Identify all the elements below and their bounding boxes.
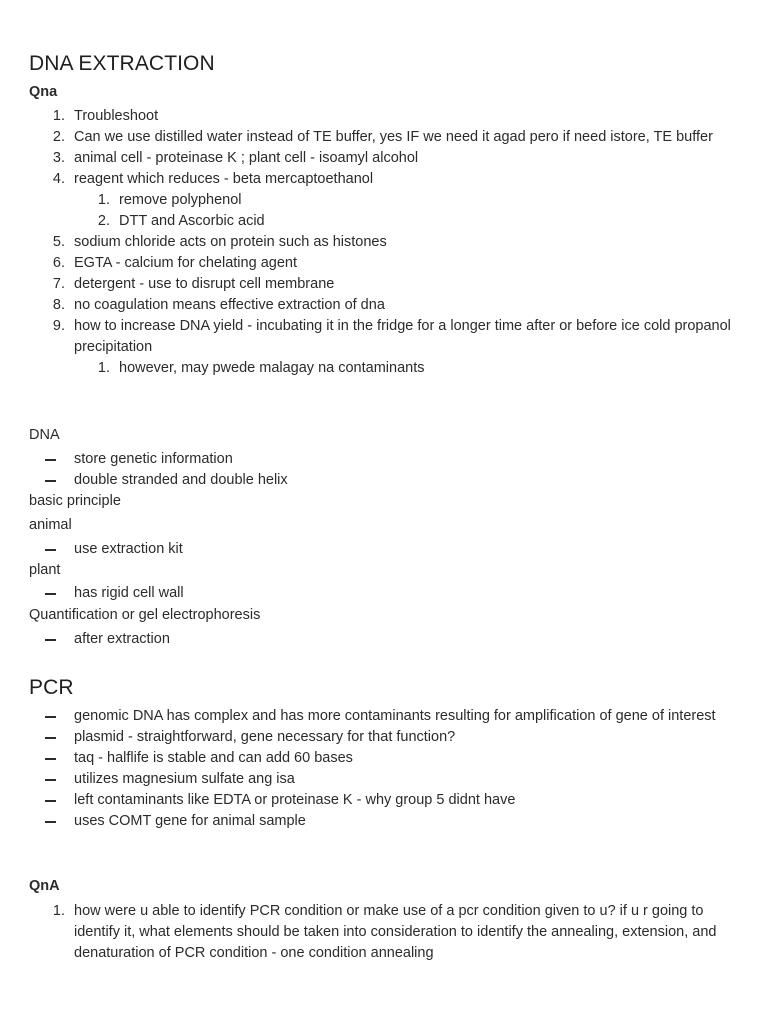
dash-bullet [45,639,56,641]
dna-points-list [29,449,768,491]
quantification-label: Quantification or gel electrophoresis [29,607,261,623]
list-item: genomic DNA has complex and has more contaminants resulting for amplification of gene of interest [29,706,768,727]
plant-label: plant [29,562,61,578]
list-item: after extraction [29,629,768,650]
list-item: 2. Can we use distilled water instead of TE buffer, yes IF we need it agad pero if need istore, TE buffer [52,129,713,145]
list-item: 5. sodium chloride acts on protein such as histones [52,234,387,250]
dash-bullet [45,737,56,739]
dash-bullet [45,549,56,551]
list-item: store genetic information [29,449,768,470]
basic-principle-label: basic principle [29,493,121,509]
list-item: 4. reagent which reduces - beta mercaptoethanol [52,171,374,187]
dash-bullet [45,459,56,461]
dash-bullet [45,716,56,718]
list-item: 7. detergent - use to disrupt cell membrane [52,276,335,292]
dash-bullet [45,758,56,760]
dna-extraction-heading: DNA EXTRACTION [29,52,215,75]
list-item: 8. no coagulation means effective extraction of dna [52,297,385,313]
list-item: has rigid cell wall [29,583,768,604]
dna-label: DNA [29,427,60,443]
animal-label: animal [29,517,72,533]
dash-bullet [45,480,56,482]
list-item: left contaminants like EDTA or proteinase K - why group 5 didnt have [29,790,768,811]
nested-list-item: 2. DTT and Ascorbic acid [97,213,265,229]
list-item: 3. animal cell - proteinase K ; plant cell - isoamyl alcohol [52,150,419,166]
list-item: uses COMT gene for animal sample [29,811,768,832]
dna-qna-list [29,106,768,379]
list-item: 1. how were u able to identify PCR condition or make use of a pcr condition given to u? if u r going to identify it, what elements should be taken into consideration to identify the annealing, extension, and denaturation of PCR condition - one condition annealing [52,903,717,961]
dash-bullet [45,593,56,595]
list-item: 1. Troubleshoot [52,108,159,124]
nested-list-item: 1. however, may pwede malagay na contaminants [97,360,425,376]
pcr-qna-label: QnA [29,878,60,894]
list-item: 9. how to increase DNA yield - incubating it in the fridge for a longer time after or before ice cold propanol precipitation [52,318,731,355]
plant-points-list [29,583,768,604]
nested-list-item: 1. remove polyphenol [97,192,242,208]
dash-bullet [45,821,56,823]
pcr-qna-list [29,901,768,964]
dash-bullet [45,779,56,781]
quantification-points-list [29,629,768,650]
list-item: double stranded and double helix [29,470,768,491]
dash-bullet [45,800,56,802]
pcr-points-list [29,706,768,832]
list-item: plasmid - straightforward, gene necessary for that function? [29,727,768,748]
list-item: 6. EGTA - calcium for chelating agent [52,255,297,271]
list-item: taq - halflife is stable and can add 60 bases [29,748,768,769]
animal-points-list [29,539,768,560]
list-item: use extraction kit [29,539,768,560]
dna-qna-label: Qna [29,84,58,100]
pcr-heading: PCR [29,676,74,699]
list-item: utilizes magnesium sulfate ang isa [29,769,768,790]
